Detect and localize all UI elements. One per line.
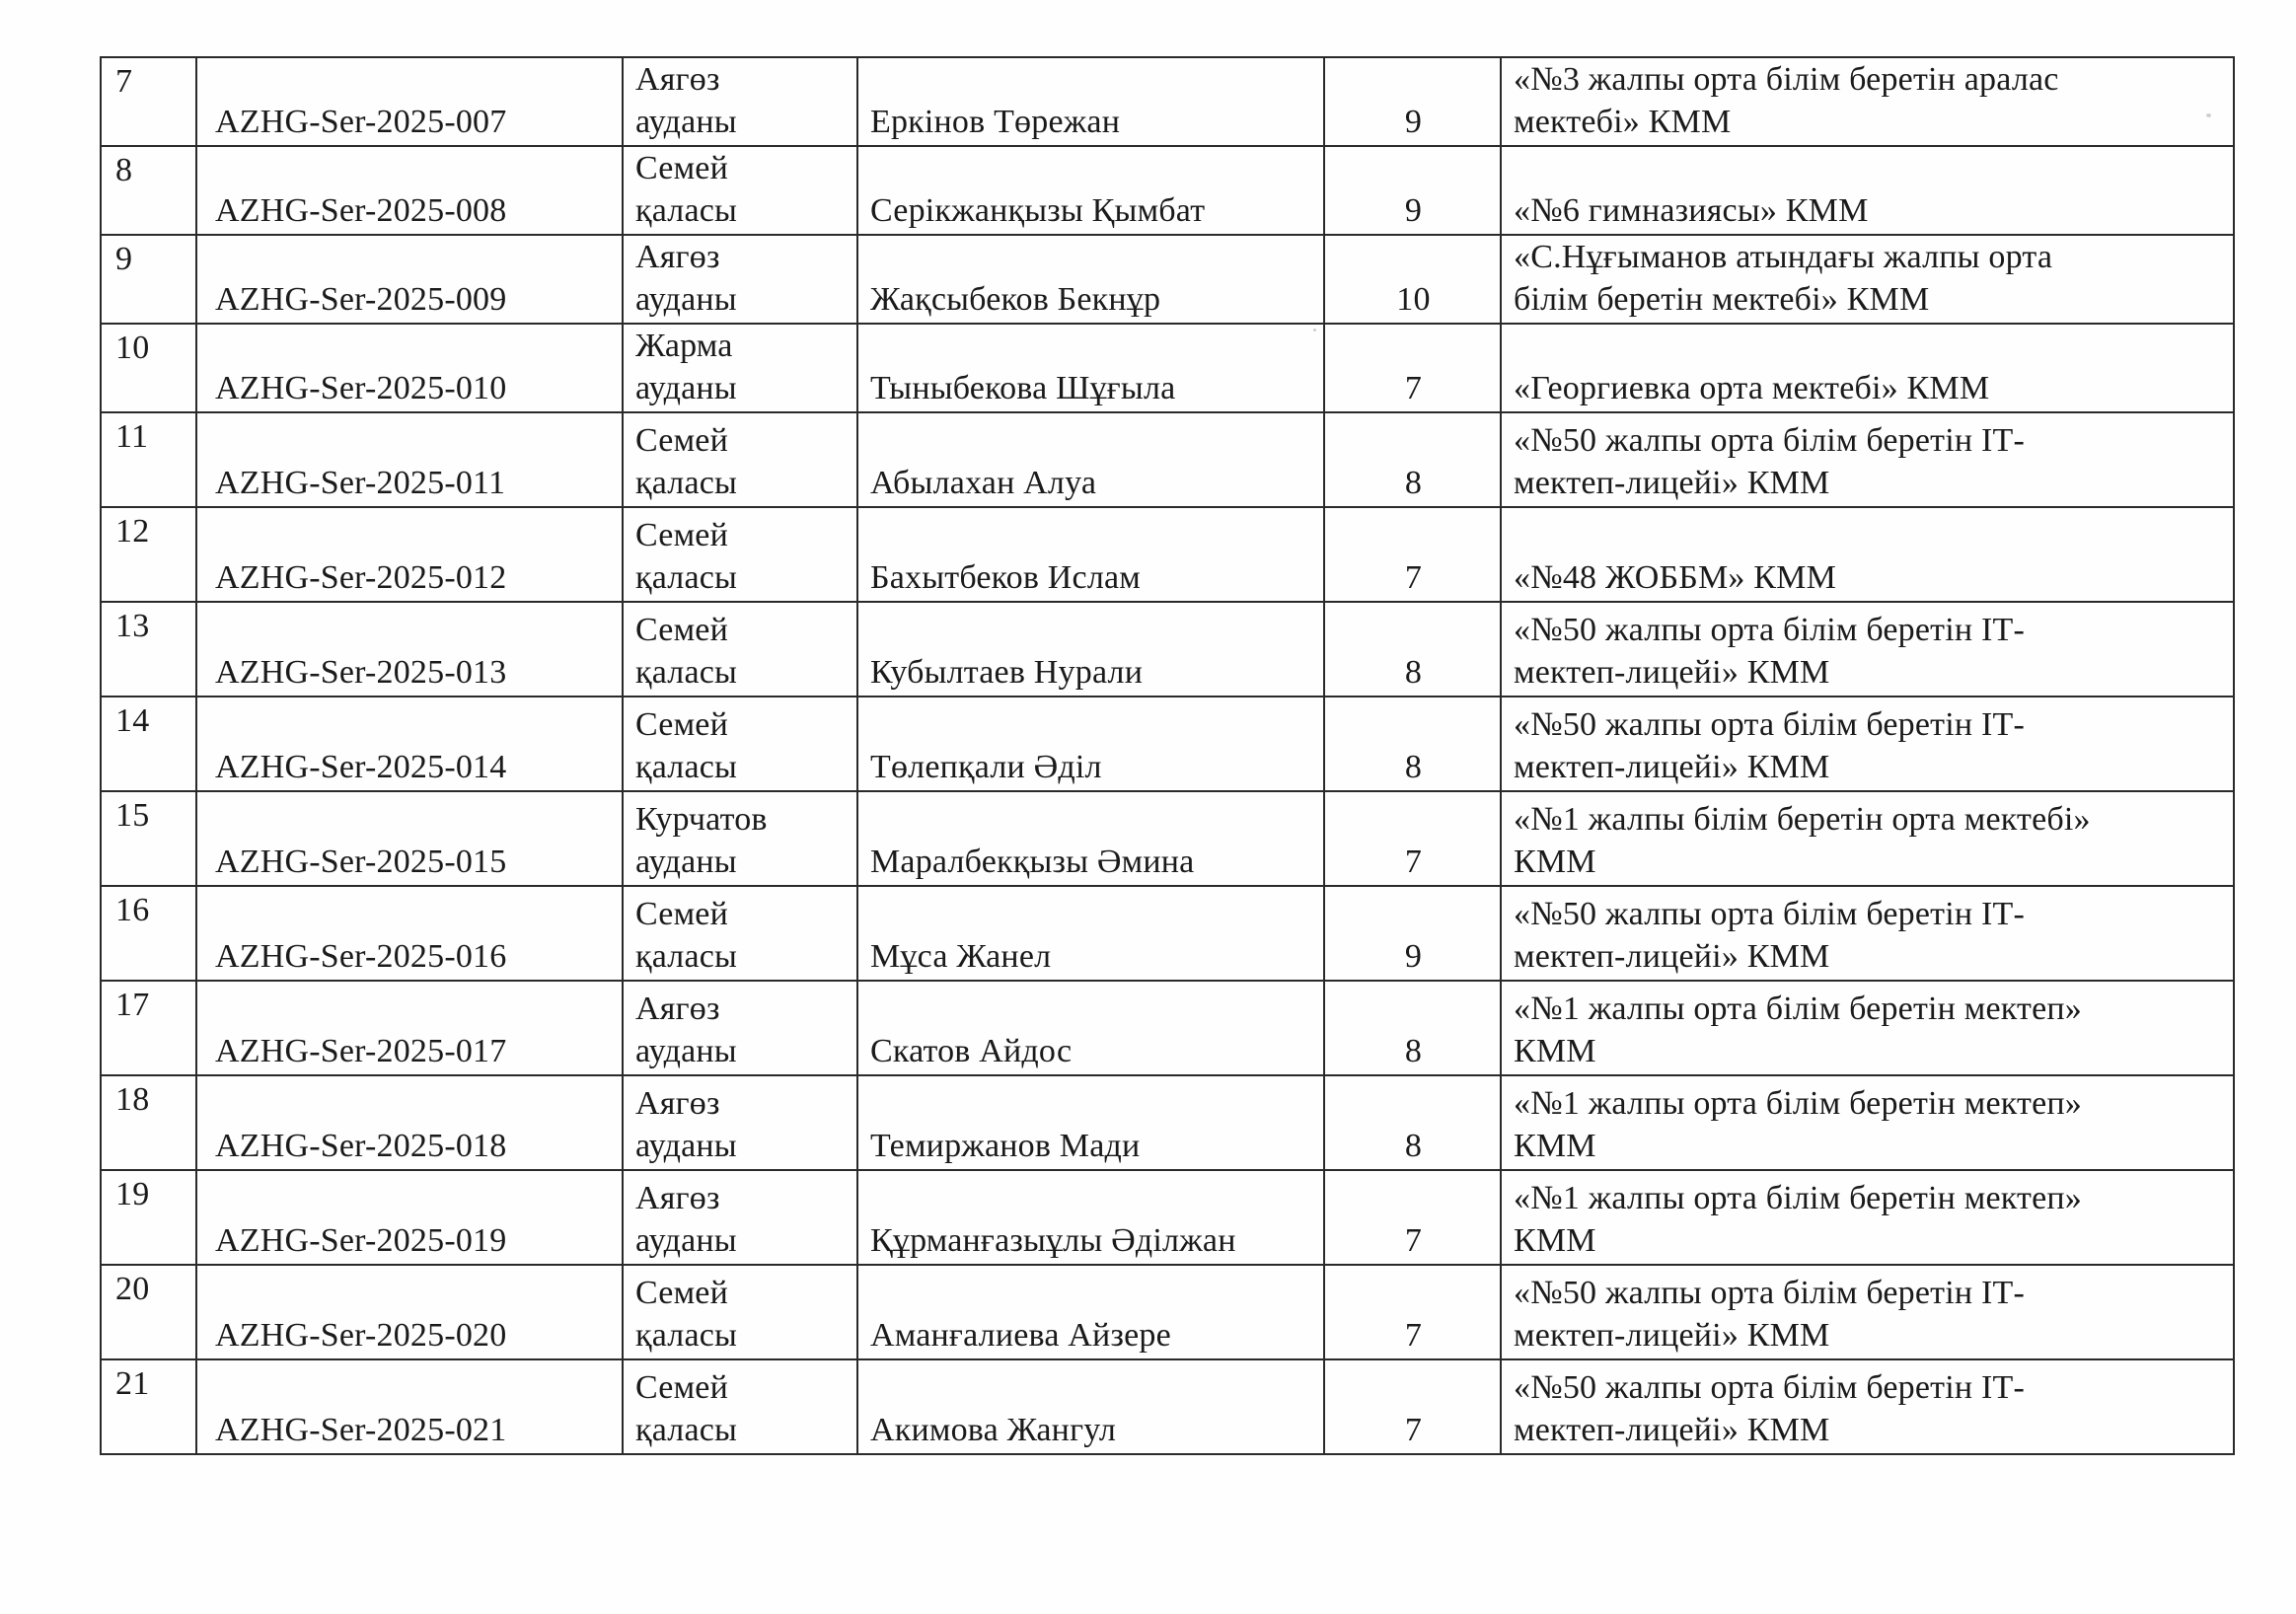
- table-row: [101, 1359, 2234, 1454]
- school-cell: [1501, 697, 2234, 791]
- student-name: Төлепқали Әділ: [857, 697, 1324, 791]
- participants-table: [100, 56, 2235, 1455]
- school-cell: [1501, 57, 2234, 146]
- row-number: 21: [101, 1359, 196, 1454]
- school-line-2: КММ: [1514, 844, 1596, 880]
- school-line-1: «№3 жалпы орта білім беретін аралас: [1514, 61, 2059, 98]
- participant-code: AZHG-Ser-2025-018: [196, 1075, 623, 1170]
- region-cell: [623, 1265, 857, 1359]
- grade-cell: 7: [1324, 791, 1501, 886]
- region-line-2: қаласы: [635, 465, 738, 501]
- participant-code: AZHG-Ser-2025-017: [196, 981, 623, 1075]
- region-cell: [623, 146, 857, 235]
- student-name: Темиржанов Мади: [857, 1075, 1324, 1170]
- grade-cell: 10: [1324, 235, 1501, 324]
- row-number: 20: [101, 1265, 196, 1359]
- region-line-2: қаласы: [635, 654, 738, 691]
- school-line-2: КММ: [1514, 1222, 1596, 1259]
- region-cell: [623, 886, 857, 981]
- region-cell: [623, 412, 857, 507]
- participant-code: AZHG-Ser-2025-010: [196, 324, 623, 412]
- participant-code: AZHG-Ser-2025-013: [196, 602, 623, 697]
- region-cell: [623, 57, 857, 146]
- row-number: 18: [101, 1075, 196, 1170]
- school-cell: [1501, 602, 2234, 697]
- region-line-1: Семей: [635, 896, 728, 932]
- grade-cell: 7: [1324, 1359, 1501, 1454]
- participant-code: AZHG-Ser-2025-019: [196, 1170, 623, 1265]
- region-line-1: Жарма: [635, 328, 733, 364]
- grade-cell: 7: [1324, 507, 1501, 602]
- student-name: Серікжанқызы Қымбат: [857, 146, 1324, 235]
- row-number: 14: [101, 697, 196, 791]
- participant-code: AZHG-Ser-2025-011: [196, 412, 623, 507]
- grade-cell: 7: [1324, 1170, 1501, 1265]
- student-name: Абылахан Алуа: [857, 412, 1324, 507]
- table-row: [101, 791, 2234, 886]
- participants-table-body: [101, 57, 2234, 1454]
- region-cell: [623, 324, 857, 412]
- row-number: 9: [101, 235, 196, 324]
- region-cell: [623, 697, 857, 791]
- student-name: Аманғалиева Айзере: [857, 1265, 1324, 1359]
- school-line-2: КММ: [1514, 1128, 1596, 1164]
- participant-code: AZHG-Ser-2025-016: [196, 886, 623, 981]
- region-line-2: ауданы: [635, 281, 737, 318]
- table-row: [101, 235, 2234, 324]
- region-line-2: қаласы: [635, 192, 738, 229]
- grade-cell: 9: [1324, 886, 1501, 981]
- school-line-1: «№1 жалпы орта білім беретін мектеп»: [1514, 990, 2082, 1027]
- participant-code: AZHG-Ser-2025-020: [196, 1265, 623, 1359]
- region-line-2: ауданы: [635, 844, 737, 880]
- participant-code: AZHG-Ser-2025-015: [196, 791, 623, 886]
- school-cell: [1501, 1170, 2234, 1265]
- grade-cell: 8: [1324, 981, 1501, 1075]
- school-line-2: мектеп-лицейі» КММ: [1514, 1412, 1830, 1448]
- table-row: [101, 412, 2234, 507]
- region-line-2: қаласы: [635, 1317, 738, 1354]
- region-line-1: Аягөз: [635, 990, 720, 1027]
- region-line-2: ауданы: [635, 1033, 737, 1069]
- school-line-1: «С.Нұғыманов атындағы жалпы орта: [1514, 239, 2053, 275]
- school-line-1: «№1 жалпы орта білім беретін мектеп»: [1514, 1180, 2082, 1216]
- region-cell: [623, 507, 857, 602]
- participant-code: AZHG-Ser-2025-008: [196, 146, 623, 235]
- participant-code: AZHG-Ser-2025-007: [196, 57, 623, 146]
- region-cell: [623, 1170, 857, 1265]
- region-line-2: қаласы: [635, 1412, 738, 1448]
- region-line-2: ауданы: [635, 1128, 737, 1164]
- region-cell: [623, 981, 857, 1075]
- school-line-1: «№50 жалпы орта білім беретін ІТ-: [1514, 1275, 2025, 1311]
- region-line-2: қаласы: [635, 559, 738, 596]
- region-line-1: Семей: [635, 1275, 728, 1311]
- region-line-1: Курчатов: [635, 801, 768, 838]
- row-number: 12: [101, 507, 196, 602]
- school-line-2: «№6 гимназиясы» КММ: [1514, 192, 1869, 229]
- grade-cell: 7: [1324, 1265, 1501, 1359]
- region-cell: [623, 1359, 857, 1454]
- participant-code: AZHG-Ser-2025-021: [196, 1359, 623, 1454]
- school-cell: [1501, 791, 2234, 886]
- school-line-2: «Георгиевка орта мектебі» КММ: [1514, 370, 1990, 406]
- table-row: [101, 1265, 2234, 1359]
- student-name: Еркінов Төрежан: [857, 57, 1324, 146]
- row-number: 16: [101, 886, 196, 981]
- region-line-1: Семей: [635, 612, 728, 648]
- row-number: 7: [101, 57, 196, 146]
- student-name: Бахытбеков Ислам: [857, 507, 1324, 602]
- table-row: [101, 57, 2234, 146]
- school-line-1: «№50 жалпы орта білім беретін ІТ-: [1514, 706, 2025, 743]
- row-number: 11: [101, 412, 196, 507]
- school-line-2: «№48 ЖОББМ» КММ: [1514, 559, 1837, 596]
- grade-cell: 8: [1324, 412, 1501, 507]
- grade-cell: 9: [1324, 57, 1501, 146]
- school-cell: [1501, 324, 2234, 412]
- row-number: 15: [101, 791, 196, 886]
- table-row: [101, 324, 2234, 412]
- school-line-2: мектеп-лицейі» КММ: [1514, 465, 1830, 501]
- region-cell: [623, 235, 857, 324]
- student-name: Мұса Жанел: [857, 886, 1324, 981]
- school-line-2: КММ: [1514, 1033, 1596, 1069]
- region-line-1: Семей: [635, 422, 728, 459]
- school-line-2: мектеп-лицейі» КММ: [1514, 749, 1830, 785]
- participant-code: AZHG-Ser-2025-009: [196, 235, 623, 324]
- table-row: [101, 886, 2234, 981]
- school-line-1: «№50 жалпы орта білім беретін ІТ-: [1514, 612, 2025, 648]
- table-row: [101, 507, 2234, 602]
- school-line-2: мектеп-лицейі» КММ: [1514, 938, 1830, 975]
- region-line-2: қаласы: [635, 749, 738, 785]
- school-cell: [1501, 886, 2234, 981]
- region-cell: [623, 791, 857, 886]
- table-row: [101, 1075, 2234, 1170]
- region-cell: [623, 1075, 857, 1170]
- school-line-2: білім беретін мектебі» КММ: [1514, 281, 1930, 318]
- region-line-2: ауданы: [635, 104, 737, 140]
- student-name: Скатов Айдос: [857, 981, 1324, 1075]
- school-cell: [1501, 235, 2234, 324]
- table-row: [101, 602, 2234, 697]
- table-row: [101, 981, 2234, 1075]
- row-number: 17: [101, 981, 196, 1075]
- student-name: Маралбекқызы Әмина: [857, 791, 1324, 886]
- grade-cell: 9: [1324, 146, 1501, 235]
- student-name: Құрманғазыұлы Әділжан: [857, 1170, 1324, 1265]
- school-cell: [1501, 507, 2234, 602]
- region-line-1: Семей: [635, 706, 728, 743]
- row-number: 10: [101, 324, 196, 412]
- region-line-2: ауданы: [635, 1222, 737, 1259]
- grade-cell: 7: [1324, 324, 1501, 412]
- student-name: Тыныбекова Шұғыла: [857, 324, 1324, 412]
- region-line-2: ауданы: [635, 370, 737, 406]
- student-name: Кубылтаев Нурали: [857, 602, 1324, 697]
- participant-code: AZHG-Ser-2025-014: [196, 697, 623, 791]
- region-line-1: Семей: [635, 517, 728, 553]
- school-cell: [1501, 981, 2234, 1075]
- region-line-1: Аягөз: [635, 1085, 720, 1122]
- school-line-1: «№50 жалпы орта білім беретін ІТ-: [1514, 422, 2025, 459]
- school-line-2: мектебі» КММ: [1514, 104, 1732, 140]
- school-cell: [1501, 1075, 2234, 1170]
- grade-cell: 8: [1324, 1075, 1501, 1170]
- region-line-1: Семей: [635, 150, 728, 186]
- row-number: 19: [101, 1170, 196, 1265]
- table-row: [101, 1170, 2234, 1265]
- table-row: [101, 697, 2234, 791]
- student-name: Жақсыбеков Бекнұр: [857, 235, 1324, 324]
- school-line-1: «№50 жалпы орта білім беретін ІТ-: [1514, 1369, 2025, 1406]
- region-line-1: Семей: [635, 1369, 728, 1406]
- region-line-1: Аягөз: [635, 239, 720, 275]
- school-cell: [1501, 412, 2234, 507]
- row-number: 8: [101, 146, 196, 235]
- school-cell: [1501, 146, 2234, 235]
- row-number: 13: [101, 602, 196, 697]
- region-cell: [623, 602, 857, 697]
- school-line-2: мектеп-лицейі» КММ: [1514, 1317, 1830, 1354]
- participant-code: AZHG-Ser-2025-012: [196, 507, 623, 602]
- region-line-2: қаласы: [635, 938, 738, 975]
- school-line-1: «№50 жалпы орта білім беретін ІТ-: [1514, 896, 2025, 932]
- grade-cell: 8: [1324, 697, 1501, 791]
- table-row: [101, 146, 2234, 235]
- school-cell: [1501, 1359, 2234, 1454]
- school-line-1: «№1 жалпы білім беретін орта мектебі»: [1514, 801, 2091, 838]
- student-name: Акимова Жангул: [857, 1359, 1324, 1454]
- school-line-2: мектеп-лицейі» КММ: [1514, 654, 1830, 691]
- school-cell: [1501, 1265, 2234, 1359]
- school-line-1: «№1 жалпы орта білім беретін мектеп»: [1514, 1085, 2082, 1122]
- region-line-1: Аягөз: [635, 61, 720, 98]
- region-line-1: Аягөз: [635, 1180, 720, 1216]
- grade-cell: 8: [1324, 602, 1501, 697]
